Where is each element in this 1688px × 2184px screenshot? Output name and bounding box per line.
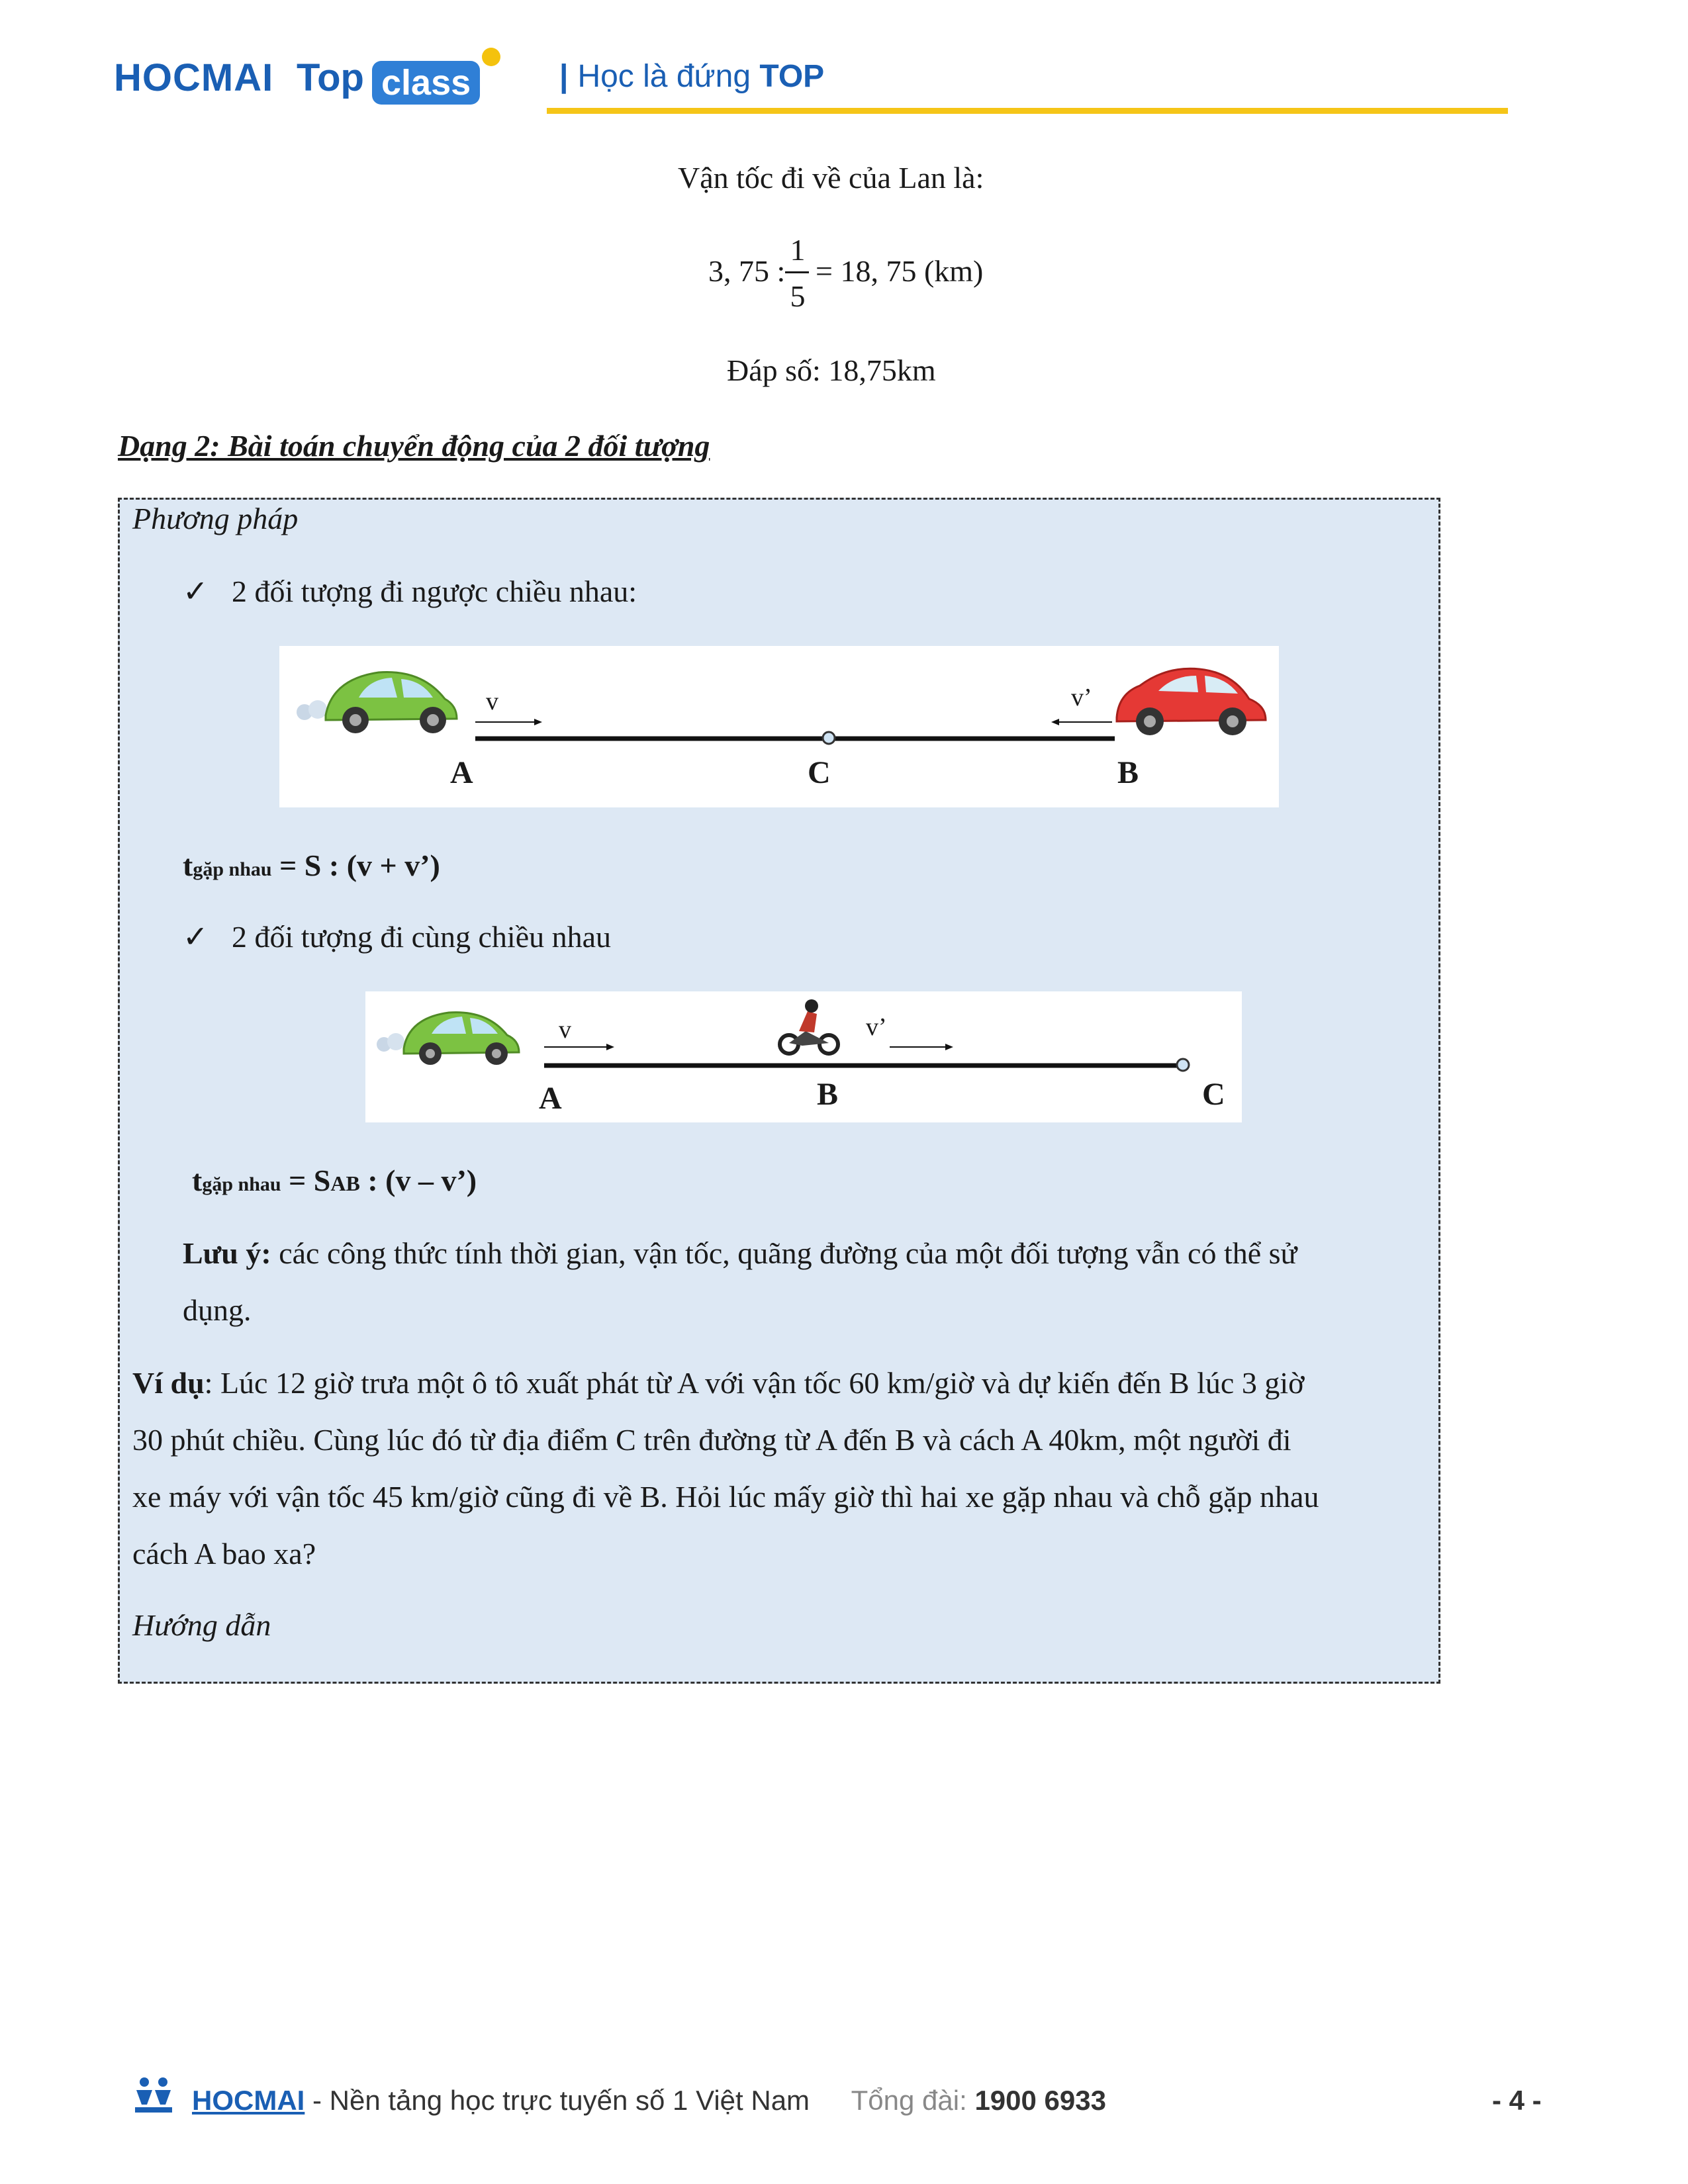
green-car-icon xyxy=(404,1013,519,1065)
motorbike-icon xyxy=(780,999,838,1054)
red-car-icon xyxy=(1117,668,1266,735)
note-line-2: dụng. xyxy=(183,1293,252,1327)
point-c-marker xyxy=(1177,1059,1189,1071)
point-a-label: A xyxy=(450,755,473,790)
example-line-3: xe máy với vận tốc 45 km/giờ cũng đi về B. Hỏi lúc mấy giờ thì hai xe gặp nhau và chỗ gặp nhau xyxy=(132,1480,1319,1514)
point-a-label: A xyxy=(539,1081,562,1116)
example-line-1: Ví dụ: Lúc 12 giờ trưa một ô tô xuất phát từ A với vận tốc 60 km/giờ và dự kiến đến B lúc 3 giờ xyxy=(132,1366,1305,1400)
label-v-prime: v’ xyxy=(1071,684,1092,711)
diagram-same xyxy=(365,991,1242,1122)
green-car-icon xyxy=(326,672,457,734)
guide-title: Hướng dẫn xyxy=(132,1608,271,1642)
checkmark-icon: ✓ xyxy=(183,920,209,954)
formula-right: = 18, 75 (km) xyxy=(816,254,984,288)
case-opposite: 2 đối tượng đi ngược chiều nhau: xyxy=(232,574,637,608)
label-v-prime: v’ xyxy=(866,1013,887,1041)
example-line-4: cách A bao xa? xyxy=(132,1537,316,1570)
footer-text: HOCMAI - Nền tảng học trực tuyến số 1 Việt Nam Tổng đài: 1900 6933 xyxy=(192,2085,1106,2116)
point-c-marker xyxy=(823,732,835,744)
diagram-same-svg xyxy=(365,991,1242,1122)
formula-left: 3, 75 : xyxy=(708,254,786,288)
label-v: v xyxy=(486,688,498,715)
point-c-label: C xyxy=(808,755,831,790)
formula-numerator: 1 xyxy=(790,233,806,267)
logo-top: Top xyxy=(297,56,364,99)
answer: Đáp số: 18,75km xyxy=(727,353,936,387)
hocmai-footer-logo-icon xyxy=(132,2074,175,2115)
label-v: v xyxy=(559,1016,571,1044)
diagram-opposite xyxy=(279,646,1279,807)
fraction-bar xyxy=(785,271,809,273)
logo-class: class xyxy=(372,61,480,105)
lan-speed-intro: Vận tốc đi về của Lan là: xyxy=(678,161,984,195)
case-same-direction: 2 đối tượng đi cùng chiều nhau xyxy=(232,920,612,954)
logo-brand: HOCMAI xyxy=(114,56,274,99)
header-divider xyxy=(547,108,1508,114)
formula-denominator: 5 xyxy=(790,279,806,313)
logo-sun-icon xyxy=(482,48,500,66)
header-tagline: | Học là đứng TOP xyxy=(559,59,825,94)
formula-same-direction: tgặp nhau = SAB : (v – v’) xyxy=(192,1163,477,1197)
page-number: - 4 - xyxy=(1492,2085,1542,2116)
formula-opposite: tgặp nhau = S : (v + v’) xyxy=(183,848,440,882)
point-c-label: C xyxy=(1202,1077,1225,1112)
method-title: Phương pháp xyxy=(132,502,299,535)
example-line-2: 30 phút chiều. Cùng lúc đó từ địa điểm C trên đường từ A đến B và cách A 40km, một người đi xyxy=(132,1423,1291,1457)
checkmark-icon: ✓ xyxy=(183,574,209,608)
section-title: Dạng 2: Bài toán chuyển động của 2 đối tượng xyxy=(118,429,710,463)
point-b-label: B xyxy=(817,1077,839,1112)
note-line-1: Lưu ý: các công thức tính thời gian, vận tốc, quãng đường của một đối tượng vẫn có thể sử xyxy=(183,1236,1297,1270)
footer-brand-link[interactable]: HOCMAI xyxy=(192,2085,305,2116)
point-b-label: B xyxy=(1117,755,1139,790)
